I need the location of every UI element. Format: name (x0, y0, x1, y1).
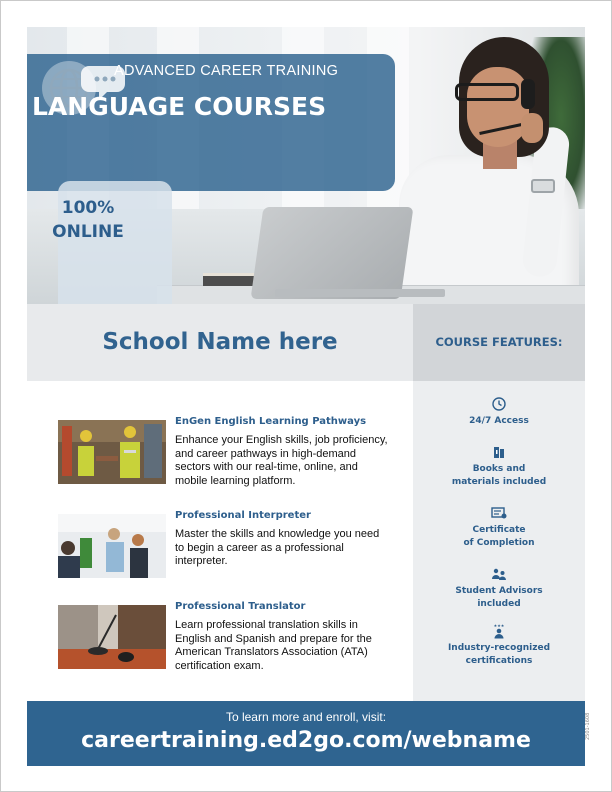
books-icon (490, 444, 508, 460)
feature-label: Industry-recognized certifications (447, 643, 551, 666)
course-description: Learn professional translation skills in English and Spanish and prepare for the American Translators Association (ATA) certification exam. (175, 619, 372, 672)
hero-subtitle: ADVANCED CAREER TRAINING (114, 63, 339, 79)
woman-hand (521, 113, 543, 143)
advisors-icon (490, 566, 508, 582)
footer-url[interactable]: careertraining.ed2go.com/webname (81, 728, 531, 753)
course-photo-warehouse (58, 420, 166, 484)
svg-text:★★★: ★★★ (493, 623, 505, 628)
feature-label: Books and materials included (451, 464, 547, 487)
feature-item (413, 566, 585, 610)
school-name: School Name here (102, 329, 338, 355)
laptop-base (275, 289, 445, 297)
certificate-icon (490, 505, 508, 521)
feature-label: Student Advisors included (455, 586, 543, 609)
course-description: Master the skills and knowledge you need to begin a career as a professional interpreter. (175, 528, 380, 567)
hero-title: LANGUAGE COURSES (32, 92, 327, 121)
online-badge-line2: ONLINE (52, 222, 124, 242)
clock-icon (490, 396, 508, 412)
document-id: 2501-1608 (585, 712, 591, 740)
feature-item (413, 396, 585, 428)
online-badge-line1: 100% (61, 198, 115, 218)
laptop (251, 207, 414, 299)
course-photo-interpreters (58, 514, 166, 578)
feature-item (413, 623, 585, 667)
feature-item (413, 444, 585, 488)
feature-label: Certificate of Completion (463, 525, 535, 548)
watch (531, 179, 555, 193)
features-heading: COURSE FEATURES: (435, 335, 563, 349)
feature-item (413, 505, 585, 549)
online-badge-text (31, 196, 145, 244)
feature-label: 24/7 Access (469, 416, 529, 426)
course-description: Enhance your English skills, job proficiency, and career pathways in high-demand sectors with our real-time, online, and mobile learning platform. (175, 434, 388, 487)
course-title: EnGen English Learning Pathways (175, 416, 367, 427)
course-photo-translator (58, 605, 166, 669)
course-title: Professional Interpreter (175, 510, 311, 521)
star-person-icon (490, 623, 508, 639)
footer-cta: To learn more and enroll, visit: (225, 710, 387, 724)
course-title: Professional Translator (175, 601, 306, 612)
glasses (455, 83, 519, 101)
woman-face (467, 67, 529, 147)
headset-icon (521, 79, 535, 109)
